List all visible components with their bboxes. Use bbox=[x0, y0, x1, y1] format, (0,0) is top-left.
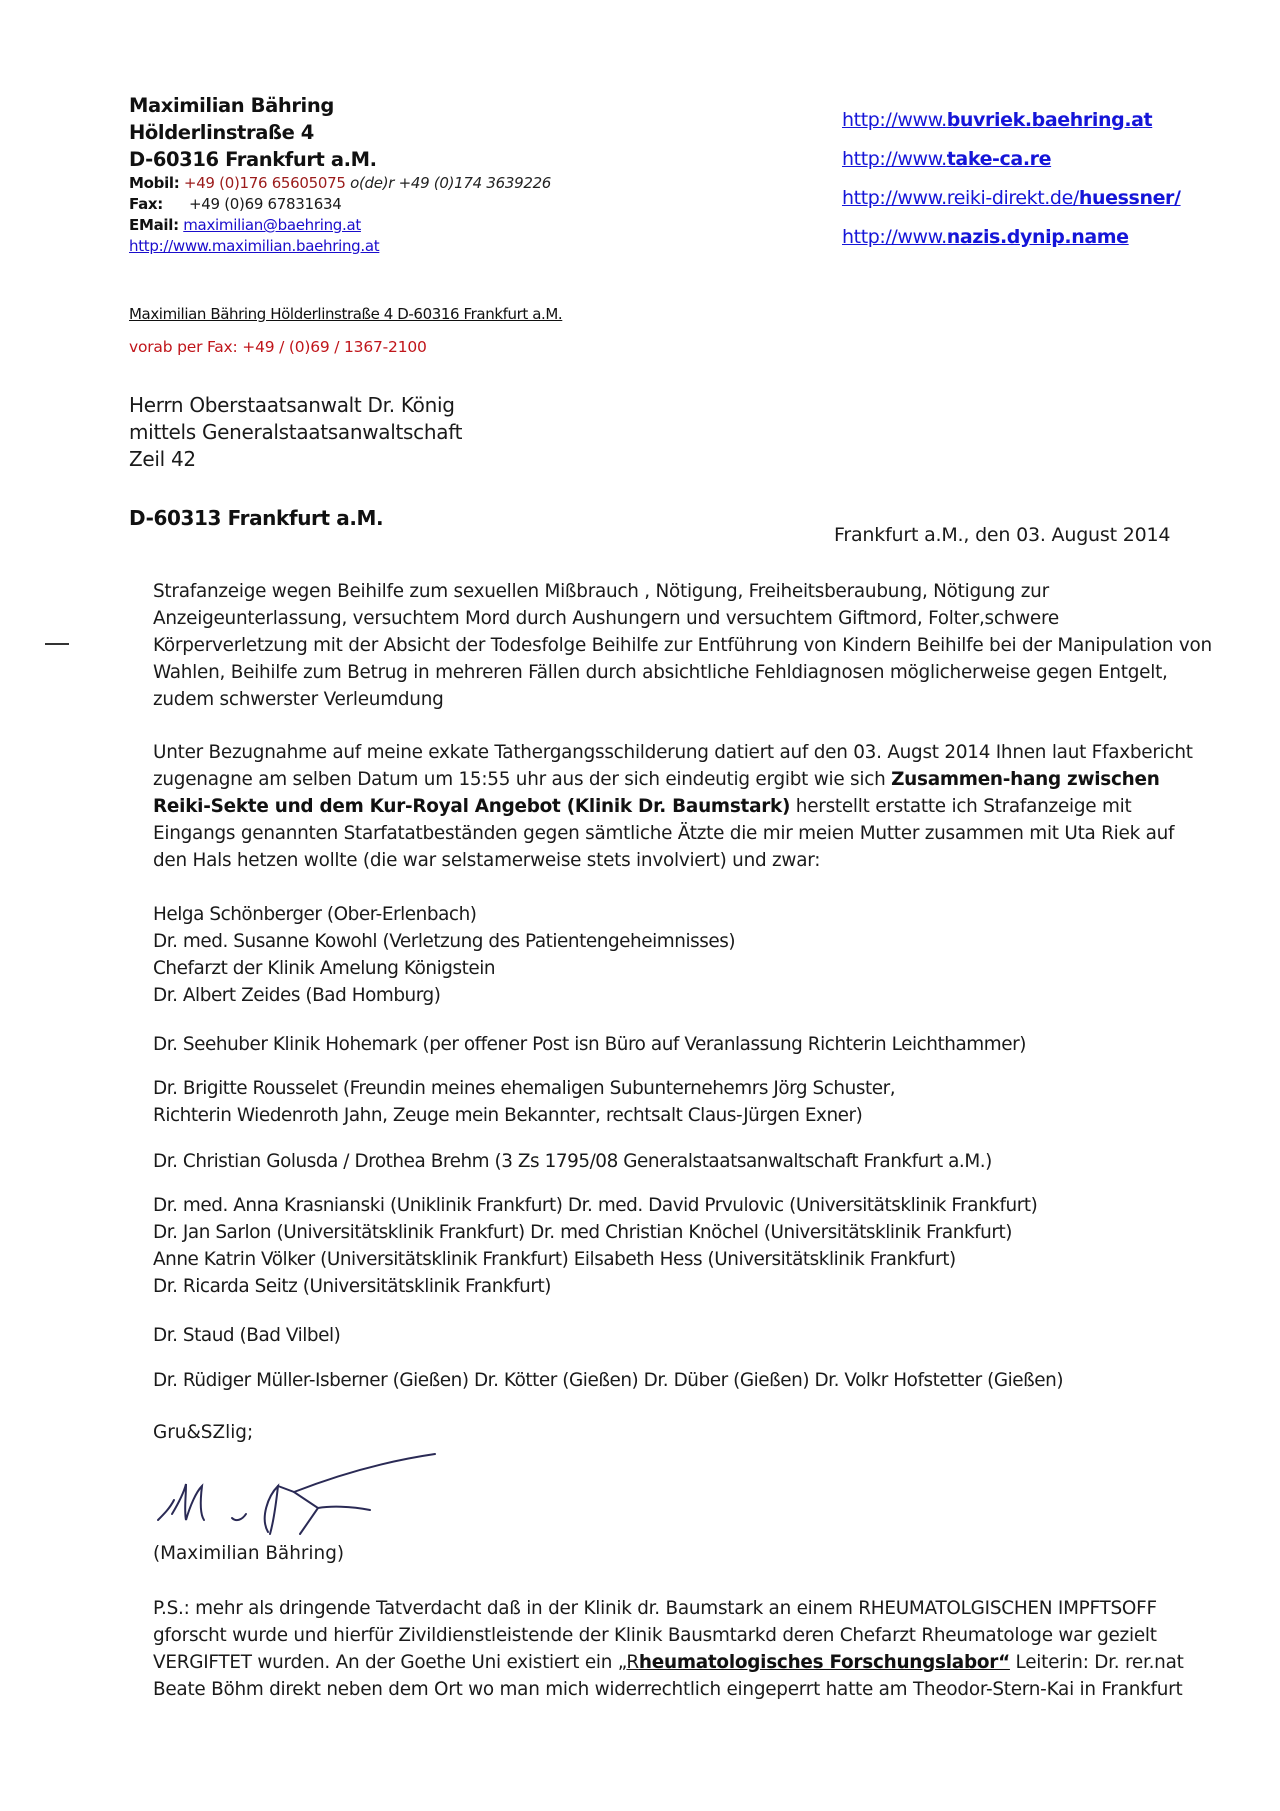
accused-group-6 bbox=[153, 1322, 1233, 1349]
sender-street: Hölderlinstraße 4 bbox=[129, 121, 314, 144]
link-prefix: http://www. bbox=[842, 148, 947, 170]
accused-line: Dr. Seehuber Klinik Hohemark (per offener Post isn Büro auf Veranlassung Richterin Leichthammer) bbox=[153, 1034, 1026, 1055]
accused-group-2 bbox=[153, 1031, 1233, 1058]
accused-line: Anne Katrin Völker (Universitätsklinik Frankfurt) Eilsabeth Hess (Universitätsklinik Frankfurt) bbox=[153, 1249, 956, 1270]
recipient-line3: Zeil 42 bbox=[129, 447, 196, 471]
postscript-text-1: P.S.: mehr als dringende Tatverdacht daß in der Klinik dr. Baumstark an einem RHEUMATOLGISCHEN IMPFTSOFF gforscht wurde und hierfür Zivildienstleistende der Klinik Bausmtarkd deren Chefarzt Rheumatologe war gezielt VERGIFTET wurden. An der Goethe Uni existiert ein „ bbox=[153, 1598, 1157, 1673]
sender-email bbox=[129, 215, 551, 236]
fax-label: Fax: bbox=[129, 195, 163, 213]
postscript-lab-name: heumatologisches Forschungslabor“ bbox=[638, 1652, 1010, 1673]
recipient-city: D-60313 Frankfurt a.M. bbox=[129, 506, 384, 530]
website-link[interactable]: http://www.maximilian.baehring.at bbox=[129, 237, 380, 255]
recipient-line2: mittels Generalstaatsanwaltschaft bbox=[129, 420, 463, 444]
sender-fax bbox=[129, 194, 551, 215]
accused-line: Chefarzt der Klinik Amelung Königstein bbox=[153, 958, 496, 979]
link-take-care[interactable] bbox=[842, 140, 1181, 179]
handwritten-signature bbox=[150, 1448, 440, 1548]
link-prefix: http://www.reiki-direkt.de/ bbox=[842, 187, 1079, 209]
accused-group-7 bbox=[153, 1367, 1233, 1394]
accused-line: Dr. Staud (Bad Vilbel) bbox=[153, 1325, 341, 1346]
reference-emphasis: Zusammen-hang zwischen Reiki-Sekte und dem Kur-Royal Angebot (Klinik Dr. Baumstark) bbox=[153, 769, 1160, 817]
link-buvriek[interactable] bbox=[842, 101, 1181, 140]
sender-name: Maximilian Bähring bbox=[129, 94, 334, 117]
email-link[interactable]: maximilian@baehring.at bbox=[183, 216, 361, 234]
accused-line: Dr. Albert Zeides (Bad Homburg) bbox=[153, 985, 441, 1006]
accused-line: Dr. med. Anna Krasnianski (Uniklinik Frankfurt) Dr. med. David Prvulovic (Universitätsklinik Frankfurt) bbox=[153, 1195, 1038, 1216]
accused-line: Dr. Brigitte Rousselet (Freundin meines ehemaligen Subunternehemrs Jörg Schuster, bbox=[153, 1078, 896, 1099]
closing-greeting: Gru&SZlig; bbox=[153, 1422, 254, 1443]
accused-line: Dr. Ricarda Seitz (Universitätsklinik Frankfurt) bbox=[153, 1276, 551, 1297]
postscript-paragraph bbox=[153, 1595, 1213, 1703]
accused-line: Dr. Christian Golusda / Drothea Brehm (3 Zs 1795/08 Generalstaatsanwaltschaft Frankfurt a.M.) bbox=[153, 1151, 992, 1172]
mobile-primary: +49 (0)176 65605075 bbox=[183, 174, 346, 192]
date-line: Frankfurt a.M., den 03. August 2014 bbox=[834, 524, 1171, 546]
fold-mark bbox=[45, 643, 69, 645]
link-domain: buvriek.baehring.at bbox=[946, 109, 1153, 131]
accused-line: Dr. Jan Sarlon (Universitätsklinik Frankfurt) Dr. med Christian Knöchel (Universitätsklinik Frankfurt) bbox=[153, 1222, 1012, 1243]
link-nazis-dynip[interactable] bbox=[842, 218, 1181, 257]
reference-paragraph bbox=[153, 739, 1213, 874]
subject-paragraph: Strafanzeige wegen Beihilfe zum sexuellen Mißbrauch , Nötigung, Freiheitsberaubung, Nötigung zur Anzeigeunterlassung, versuchtem Mord durch Aushungern und versuchtem Giftmord, Folter,schwere Körperverletzung mit der Absicht der Todesfolge Beihilfe zur Entführung von Kindern Beihilfe bei der Manipulation von Wahlen, Beihilfe zum Betrug in mehreren Fällen durch absichtliche Fehldiagnosen möglicherweise gegen Entgelt, zudem schwerster Verleumdung bbox=[153, 581, 1212, 710]
accused-group-1 bbox=[153, 901, 1233, 1009]
sender-city: D-60316 Frankfurt a.M. bbox=[129, 148, 377, 171]
link-domain: nazis.dynip.name bbox=[946, 226, 1129, 248]
return-address: Maximilian Bähring Hölderlinstraße 4 D-60316 Frankfurt a.M. bbox=[129, 305, 563, 323]
sender-mobile bbox=[129, 173, 551, 194]
recipient-block bbox=[129, 392, 462, 473]
header-links bbox=[842, 101, 1181, 257]
fax-number: +49 (0)69 67831634 bbox=[189, 195, 342, 213]
accused-line: Richterin Wiedenroth Jahn, Zeuge mein Bekannter, rechtsalt Claus-Jürgen Exner) bbox=[153, 1105, 863, 1126]
accused-line: Dr. Rüdiger Müller-Isberner (Gießen) Dr. Kötter (Gießen) Dr. Düber (Gießen) Dr. Volkr Hofstetter (Gießen) bbox=[153, 1370, 1064, 1391]
accused-group-4 bbox=[153, 1148, 1233, 1175]
sender-block bbox=[129, 92, 551, 257]
link-prefix: http://www. bbox=[842, 109, 947, 131]
mobile-secondary: +49 (0)174 3639226 bbox=[398, 174, 552, 192]
postscript-underlined-r: R bbox=[626, 1652, 639, 1673]
recipient-line1: Herrn Oberstaatsanwalt Dr. König bbox=[129, 393, 455, 417]
advance-fax-line: vorab per Fax: +49 / (0)69 / 1367-2100 bbox=[129, 338, 427, 356]
link-prefix: http://www. bbox=[842, 226, 947, 248]
email-label: EMail: bbox=[129, 216, 179, 234]
accused-line: Dr. med. Susanne Kowohl (Verletzung des Patientengeheimnisses) bbox=[153, 931, 736, 952]
mobile-label: Mobil: bbox=[129, 174, 180, 192]
postscript-text-2: Leiterin: Dr. rer.nat Beate Böhm direkt neben dem Ort wo man mich widerrechtlich eingeperrt hatte am Theodor-Stern-Kai in Frankfurt bbox=[153, 1652, 1184, 1700]
link-domain: take-ca.re bbox=[946, 148, 1052, 170]
mobile-or: o(de)r bbox=[350, 174, 395, 192]
accused-line: Helga Schönberger (Ober-Erlenbach) bbox=[153, 904, 477, 925]
accused-group-5 bbox=[153, 1192, 1233, 1300]
reference-text-1: Unter Bezugnahme auf meine exkate Tathergangsschilderung datiert auf den 03. Augst 2014 Ihnen laut Ffaxbericht zugenagne am selben Datum um 15:55 uhr aus der sich eindeutig ergibt wie sich bbox=[153, 742, 1193, 790]
reference-text-2: herstellt erstatte ich Strafanzeige mit Eingangs genannten Starfatatbeständen gegen sämtliche Ätzte die mir meien Mutter zusammen mit Uta Riek auf den Hals hetzen wollte (die war selstamerweise stets involviert) und zwar: bbox=[153, 796, 1175, 871]
link-domain: huessner/ bbox=[1078, 187, 1181, 209]
signature-name: (Maximilian Bähring) bbox=[153, 1543, 345, 1564]
sender-website bbox=[129, 236, 551, 257]
link-reiki-direkt[interactable] bbox=[842, 179, 1181, 218]
accused-group-3 bbox=[153, 1075, 1233, 1129]
